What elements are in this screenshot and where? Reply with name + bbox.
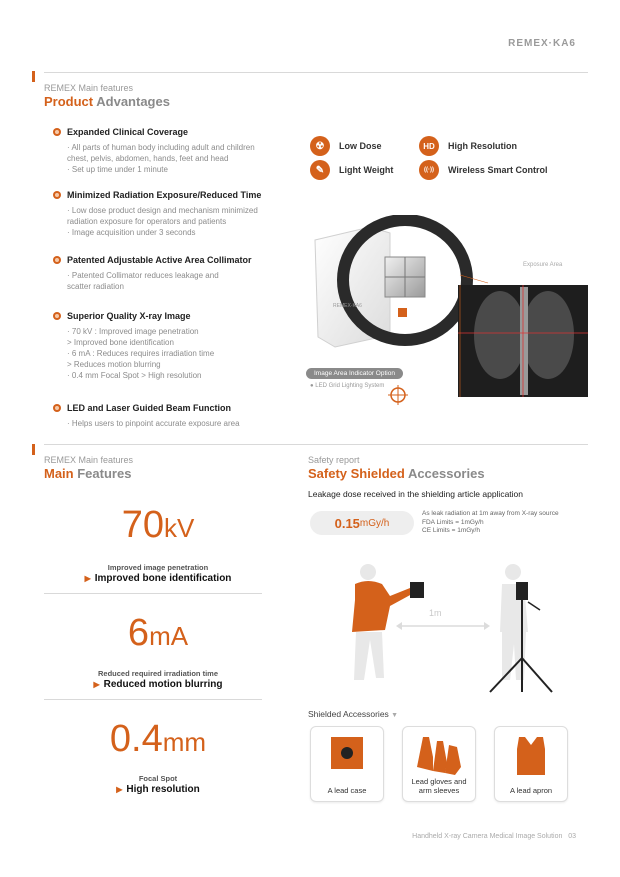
section1-kicker: REMEX Main features: [44, 83, 134, 93]
footer-text: Handheld X-ray Camera Medical Image Solution: [412, 833, 563, 840]
page-number: 03: [568, 833, 576, 840]
device-model-text: REMEX·KA6: [333, 303, 362, 309]
bullet-icon: [53, 404, 61, 412]
feature-line: scatter radiation: [67, 282, 124, 291]
bullet-icon: [53, 256, 61, 264]
feature-line: · 6 mA : Reduces requires irradiation time: [67, 349, 215, 358]
spec-divider: [44, 593, 262, 594]
dose-notes: [422, 510, 559, 536]
feature-title: Minimized Radiation Exposure/Reduced Time: [67, 190, 262, 200]
bullet-icon: [53, 312, 61, 320]
feature-line: · 70 kV : Improved image penetration: [67, 327, 199, 336]
triangle-icon: ▶: [93, 680, 100, 689]
device-illustration: [310, 215, 590, 415]
hd-icon: HD: [419, 136, 439, 156]
spec-value-mm: 0.4mm: [109, 718, 207, 760]
header-divider: [44, 72, 588, 73]
leakage-diagram: [330, 560, 580, 700]
bullet-icon: [53, 128, 61, 136]
spec-sub: Focal Spot: [138, 774, 178, 783]
feature-title: Superior Quality X-ray Image: [67, 311, 191, 321]
advantage-high-resolution: [419, 136, 517, 156]
feature-line: · Patented Collimator reduces leakage and: [67, 271, 219, 280]
accessory-lead-gloves: [402, 726, 476, 802]
accessory-label: A lead case: [327, 786, 367, 795]
section-marker: [32, 444, 35, 455]
caret-down-icon: ▼: [391, 712, 399, 719]
accessory-lead-apron: [494, 726, 568, 802]
feature-line: · All parts of human body including adult and children: [67, 143, 255, 152]
section-marker: [32, 71, 35, 82]
spec-main: ▶ Reduced motion blurring: [93, 679, 223, 690]
advantage-light-weight: [310, 160, 393, 180]
feature-title: Expanded Clinical Coverage: [67, 127, 189, 137]
distance-label: 1m: [429, 608, 442, 618]
leakage-heading: Leakage dose received in the shielding article application: [308, 489, 524, 499]
advantage-wireless: [419, 160, 547, 180]
feather-icon: ✎: [310, 160, 330, 180]
feature-line: · Image acquisition under 3 seconds: [67, 228, 196, 237]
triangle-icon: ▶: [116, 785, 123, 794]
advantage-label: Wireless Smart Control: [448, 165, 548, 175]
advantage-label: Low Dose: [339, 141, 382, 151]
feature-line: chest, pelvis, abdomen, hands, feet and head: [67, 154, 229, 163]
dose-note: FDA Limits = 1mGy/h: [422, 518, 484, 526]
section2-kicker: REMEX Main features: [44, 455, 134, 465]
spec-value-ma: 6mA: [127, 612, 189, 654]
feature-line: · Low dose product design and mechanism minimized: [67, 206, 258, 215]
spec-value-kv: 70kV: [121, 504, 195, 546]
feature-item: [53, 127, 293, 175]
section3-title: Safety Shielded Accessories: [308, 466, 485, 481]
section-divider: [44, 444, 588, 445]
accessory-label: Lead gloves and arm sleeves: [411, 777, 467, 795]
dose-value: 0.15: [334, 515, 360, 531]
accessory-lead-case: [310, 726, 384, 802]
feature-line: > Improved bone identification: [67, 338, 174, 347]
exposure-area-label: Exposure Area: [523, 262, 563, 268]
radiation-icon: ☢: [310, 136, 330, 156]
feature-line: radiation exposure for operators and patients: [67, 217, 227, 226]
accessories-title: Shielded Accessories ▼: [308, 709, 399, 719]
spec-sub: Reduced required irradiation time: [97, 669, 219, 678]
advantage-label: Light Weight: [339, 165, 394, 175]
spec-main: ▶ Improved bone identification: [84, 573, 232, 584]
feature-title: Patented Adjustable Active Area Collimator: [67, 255, 252, 265]
brand-logo: REMEX·KA6: [508, 38, 576, 49]
section2-title: Main Features: [44, 466, 132, 481]
section3-kicker: Safety report: [308, 455, 360, 465]
feature-item: [53, 190, 293, 238]
dose-note: As leak radiation at 1m away from X-ray source: [422, 510, 559, 517]
triangle-icon: ▶: [84, 574, 91, 583]
section1-title: Product Advantages: [44, 94, 170, 109]
accessory-label: A lead apron: [509, 786, 553, 795]
advantage-low-dose: [310, 136, 382, 156]
spec-main: ▶ High resolution: [116, 784, 200, 795]
bullet-icon: [53, 191, 61, 199]
feature-line: > Reduces motion blurring: [67, 360, 161, 369]
feature-line: · 0.4 mm Focal Spot > High resolution: [67, 371, 202, 380]
feature-item: [53, 311, 293, 381]
indicator-option-badge: Image Area Indicator Option: [306, 368, 403, 379]
feature-line: · Helps users to pinpoint accurate exposure area: [67, 419, 240, 428]
feature-title: LED and Laser Guided Beam Function: [67, 403, 232, 413]
advantage-label: High Resolution: [448, 141, 517, 151]
wireless-icon: ((·)): [419, 160, 439, 180]
dose-pill: [310, 511, 414, 535]
footer: [412, 833, 576, 840]
feature-item: [53, 403, 293, 429]
operator-distance-graphic: [330, 560, 580, 700]
feature-item: [53, 255, 293, 292]
led-grid-label: ● LED Grid Lighting System: [310, 383, 385, 389]
dose-note: CE Limits = 1mGy/h: [422, 527, 480, 534]
feature-line: · Set up time under 1 minute: [67, 165, 168, 174]
spec-divider: [44, 699, 262, 700]
dose-unit: mGy/h: [359, 517, 390, 529]
spec-sub: Improved image penetration: [107, 563, 209, 572]
